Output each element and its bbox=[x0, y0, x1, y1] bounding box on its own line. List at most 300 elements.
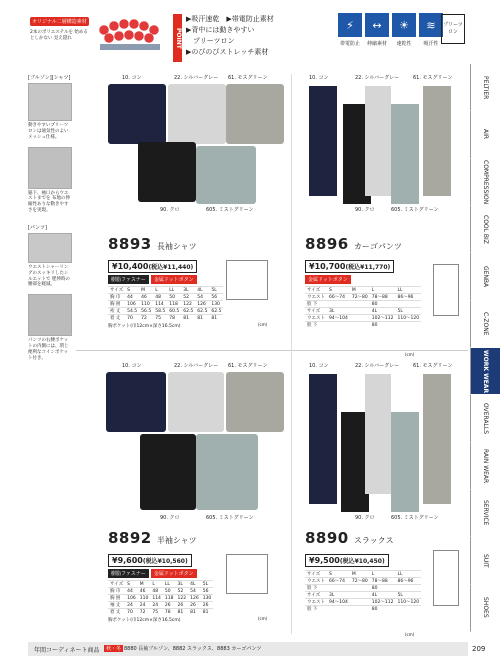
table-cell: 72〜80 bbox=[351, 295, 368, 300]
spec-tag: 金属ドットボタン bbox=[151, 569, 197, 578]
product-8890 bbox=[295, 362, 467, 637]
note-text: 脇下、袖口からウエストまでを 布地の伸縮性ありな動きやすさを実現。 bbox=[28, 190, 70, 214]
table-cell: 26 bbox=[201, 602, 214, 609]
table-cell: 81 bbox=[201, 609, 214, 616]
table-cell: 80 bbox=[370, 585, 396, 592]
table-cell bbox=[395, 322, 421, 329]
product-name: 半袖シャツ bbox=[156, 536, 197, 545]
table-cell: 56 bbox=[209, 294, 223, 301]
table-cell: 62.5 bbox=[197, 308, 208, 314]
table-cell: M bbox=[138, 581, 151, 588]
table-cell: LL bbox=[395, 571, 421, 578]
table-cell: 72〜80 bbox=[351, 579, 368, 584]
pants-silver bbox=[365, 374, 391, 494]
sweat-absorb-icon: ≋ bbox=[419, 13, 443, 37]
table-row bbox=[305, 322, 421, 329]
product-name: 長袖シャツ bbox=[156, 242, 197, 251]
shirt-mist bbox=[196, 146, 256, 204]
table-cell: L bbox=[370, 287, 396, 294]
color-name: 61. モスグリーン bbox=[228, 75, 268, 81]
table-row bbox=[108, 602, 213, 609]
icon-label: 速乾性 bbox=[396, 41, 412, 47]
table-row bbox=[305, 599, 421, 606]
table-cell: 56 bbox=[201, 588, 214, 595]
table-cell: 70 bbox=[125, 315, 139, 322]
table-cell: 3L bbox=[327, 308, 350, 315]
table-cell: LL bbox=[163, 581, 176, 588]
size-table bbox=[305, 286, 421, 328]
table-row bbox=[305, 308, 421, 315]
category-side-tabs bbox=[470, 64, 500, 632]
table-cell bbox=[395, 301, 421, 308]
table-cell: 130 bbox=[202, 595, 212, 601]
note-text: ウエストシャーリングのスッキリしたシルエットで 肥伸時の腰部を軽減。 bbox=[28, 264, 70, 288]
table-cell: 126 bbox=[195, 301, 209, 308]
table-cell bbox=[350, 599, 370, 606]
note-label: [ブルゾン][シャツ] bbox=[28, 75, 71, 81]
table-cell: LL bbox=[395, 287, 421, 294]
table-row bbox=[108, 581, 213, 588]
table-cell: 26 bbox=[163, 602, 176, 609]
price-tax: (税込¥10,560) bbox=[142, 558, 188, 565]
table-cell: ウエスト bbox=[307, 295, 325, 300]
table-cell bbox=[350, 606, 370, 613]
table-cell bbox=[395, 585, 421, 592]
price-tax: (税込¥11,770) bbox=[345, 264, 391, 271]
table-cell: 胸 巾 bbox=[108, 588, 125, 595]
table-cell: 118 bbox=[164, 595, 174, 601]
table-cell: 110 bbox=[139, 301, 153, 308]
color-name: 605. ミストグリーン bbox=[391, 515, 439, 521]
table-cell: 24 bbox=[125, 602, 138, 609]
detail-notes bbox=[28, 74, 72, 362]
table-cell: 75 bbox=[150, 609, 163, 616]
table-cell: 72 bbox=[139, 315, 153, 322]
logo-text: プリーツロン bbox=[443, 22, 463, 35]
table-cell: 78〜88 bbox=[370, 578, 396, 585]
table-cell: 46 bbox=[139, 294, 153, 301]
table-cell: 胸 囲 bbox=[108, 301, 125, 308]
pants-diagram bbox=[433, 264, 459, 316]
table-cell: 5L bbox=[201, 581, 214, 588]
shirt-navy bbox=[108, 84, 166, 144]
color-name: 10. コン bbox=[309, 363, 329, 369]
shirt-silver bbox=[168, 372, 224, 432]
pants-navy bbox=[309, 86, 337, 196]
price-tax: (税込¥11,440) bbox=[148, 264, 194, 271]
table-row bbox=[305, 294, 421, 301]
price-value: ¥9,600 bbox=[112, 556, 143, 565]
pants-mist bbox=[391, 104, 419, 204]
pants-silver bbox=[365, 86, 391, 196]
table-cell bbox=[327, 585, 350, 592]
spec-tag: 金属ドットボタン bbox=[151, 275, 197, 284]
table-cell: 24 bbox=[138, 602, 151, 609]
tab-suit[interactable]: SUIT bbox=[470, 537, 500, 584]
table-cell: 102〜112 bbox=[371, 600, 394, 605]
color-name: 90. クロ bbox=[355, 515, 375, 521]
table-cell: サイズ bbox=[110, 582, 124, 587]
table-cell bbox=[395, 606, 421, 613]
table-cell: サイズ bbox=[305, 287, 327, 294]
table-cell: 股 下 bbox=[305, 301, 327, 308]
product-code: 8893 bbox=[108, 235, 152, 253]
table-cell: 110〜120 bbox=[397, 600, 420, 605]
table-row bbox=[108, 609, 213, 616]
table-cell: サイズ bbox=[110, 288, 124, 293]
table-cell: 3L bbox=[181, 287, 195, 294]
table-cell: 118 bbox=[167, 301, 181, 308]
product-price bbox=[305, 554, 389, 567]
price-tax: (税込¥10,450) bbox=[339, 558, 385, 565]
table-row bbox=[305, 301, 421, 308]
color-name: 90. クロ bbox=[160, 207, 180, 213]
table-cell: 52 bbox=[176, 588, 189, 595]
product-info bbox=[305, 528, 465, 637]
product-8896 bbox=[295, 74, 467, 357]
table-cell: 110 bbox=[139, 595, 149, 601]
table-cell: 26 bbox=[176, 602, 189, 609]
tab-rain-wear[interactable]: RAIN WEAR bbox=[470, 443, 500, 490]
table-cell: 106 bbox=[127, 595, 136, 601]
table-cell: 4L bbox=[370, 592, 396, 599]
pleatslon-logo bbox=[441, 14, 465, 44]
table-cell: 126 bbox=[190, 595, 199, 601]
table-row bbox=[305, 585, 421, 592]
tab-peltier[interactable]: PELTIER bbox=[470, 64, 500, 111]
color-name: 10. コン bbox=[122, 75, 142, 81]
table-row bbox=[305, 287, 421, 294]
table-cell: 86〜96 bbox=[395, 578, 421, 585]
table-cell: 80 bbox=[370, 301, 396, 308]
color-name: 22. シルバーグレー bbox=[355, 363, 400, 369]
shirt-moss bbox=[226, 372, 284, 432]
unit-label: (cm) bbox=[405, 352, 415, 357]
season-chip: 秋・冬 bbox=[106, 646, 122, 652]
table-cell: ウエスト bbox=[307, 579, 325, 584]
table-cell: 66〜74 bbox=[327, 578, 350, 585]
table-cell: M bbox=[350, 571, 370, 578]
table-cell: 54 bbox=[188, 588, 201, 595]
table-cell bbox=[350, 322, 370, 329]
table-cell: 122 bbox=[181, 301, 195, 308]
table-cell: S bbox=[125, 287, 139, 294]
divider bbox=[291, 74, 292, 634]
table-cell: 110〜120 bbox=[397, 316, 420, 321]
table-cell: 122 bbox=[177, 595, 187, 601]
table-cell: S bbox=[327, 287, 350, 294]
tab-shoes[interactable]: SHOES bbox=[470, 585, 500, 632]
product-code: 8890 bbox=[305, 529, 349, 547]
fabric-badge-title: オリジナル二層構造素材 bbox=[32, 19, 87, 25]
table-cell: 3L bbox=[327, 592, 350, 599]
feature-point: ▶背中には動きやすい bbox=[186, 26, 255, 34]
table-cell: 72 bbox=[138, 609, 151, 616]
table-cell: 50 bbox=[167, 294, 181, 301]
table-cell: 54 bbox=[195, 294, 209, 301]
table-cell: 80 bbox=[370, 606, 396, 613]
unit-label: (cm) bbox=[258, 616, 268, 621]
table-cell: 130 bbox=[209, 301, 223, 308]
table-cell: 78 bbox=[167, 315, 181, 322]
table-cell bbox=[350, 592, 370, 599]
table-cell: 26 bbox=[188, 602, 201, 609]
table-cell: ウエスト bbox=[307, 316, 325, 321]
table-row bbox=[108, 308, 223, 315]
pants-moss bbox=[423, 86, 451, 196]
shirt-diagram bbox=[226, 260, 268, 300]
fabric-illustration bbox=[94, 10, 166, 54]
table-cell: 股 下 bbox=[305, 585, 327, 592]
pants-mist bbox=[391, 412, 419, 512]
table-cell: 股 下 bbox=[305, 322, 327, 329]
table-cell: 5L bbox=[395, 308, 421, 315]
fabric-badge bbox=[30, 8, 90, 56]
table-cell: サイズ bbox=[305, 592, 327, 599]
feature-point: プリーツロン bbox=[186, 37, 235, 45]
size-table bbox=[108, 580, 213, 615]
page-number: 209 bbox=[472, 645, 486, 653]
pants-navy bbox=[309, 374, 337, 504]
spec-tag: 樹脂ファスナー bbox=[108, 569, 149, 578]
table-cell bbox=[327, 322, 350, 329]
feature-icons bbox=[338, 13, 443, 37]
tab-cool-biz[interactable]: COOL BIZ bbox=[470, 206, 500, 253]
divider bbox=[76, 350, 468, 351]
table-cell: 股 下 bbox=[305, 606, 327, 613]
product-code: 8892 bbox=[108, 529, 152, 547]
unit-label: (cm) bbox=[258, 322, 268, 327]
spec-tag: 樹脂ファスナー bbox=[108, 275, 149, 284]
point-tag: POINT bbox=[173, 14, 182, 62]
table-cell: M bbox=[350, 287, 370, 294]
product-info bbox=[108, 528, 286, 623]
table-cell: 44 bbox=[125, 294, 139, 301]
table-cell: 81 bbox=[188, 609, 201, 616]
table-cell: 48 bbox=[153, 294, 167, 301]
table-row bbox=[305, 592, 421, 599]
table-cell: 81 bbox=[195, 315, 209, 322]
table-row bbox=[108, 315, 223, 322]
table-cell bbox=[350, 308, 370, 315]
table-cell: 52 bbox=[181, 294, 195, 301]
feature-points bbox=[186, 14, 274, 58]
table-cell: 58.5 bbox=[155, 308, 166, 314]
price-value: ¥10,700 bbox=[309, 262, 346, 271]
table-cell: 81 bbox=[176, 609, 189, 616]
tab-genba[interactable]: GENBA bbox=[470, 253, 500, 300]
color-name: 10. コン bbox=[309, 75, 329, 81]
table-cell: LL bbox=[167, 287, 181, 294]
unit-label: (cm) bbox=[405, 632, 415, 637]
color-name: 61. モスグリーン bbox=[413, 363, 453, 369]
table-cell: 胸 囲 bbox=[108, 595, 125, 602]
table-cell: 78 bbox=[163, 609, 176, 616]
table-cell: M bbox=[139, 287, 153, 294]
detail-photo bbox=[28, 83, 72, 121]
tab-air[interactable]: AIR bbox=[470, 111, 500, 158]
detail-photo bbox=[28, 233, 72, 263]
tab-compression[interactable]: COMPRESSION bbox=[470, 159, 500, 206]
table-cell: 46 bbox=[138, 588, 151, 595]
icon-label: 伸縮素材 bbox=[366, 41, 387, 47]
stretch-icon: ↔ bbox=[365, 13, 389, 37]
table-cell bbox=[350, 315, 370, 322]
table-row bbox=[108, 294, 223, 301]
table-cell: ウエスト bbox=[307, 600, 325, 605]
table-cell: 4L bbox=[188, 581, 201, 588]
table-row bbox=[108, 287, 223, 294]
footer-label: 年間コーディネート商品 bbox=[34, 647, 100, 654]
pocket-note: 胸ポケット(巾12cm×深さ16.5cm) bbox=[108, 324, 181, 329]
size-table bbox=[305, 570, 421, 612]
tab-c-zone[interactable]: C-ZONE bbox=[470, 301, 500, 348]
tab-service[interactable]: SERVICE bbox=[470, 490, 500, 537]
table-cell: 裄 丈 bbox=[108, 308, 125, 315]
table-cell: 114 bbox=[152, 595, 161, 601]
icon-label: 帯電防止 bbox=[339, 41, 360, 47]
color-name: 90. クロ bbox=[355, 207, 375, 213]
table-cell: 50 bbox=[163, 588, 176, 595]
tab-overalls[interactable]: OVERALLS bbox=[470, 395, 500, 442]
pants-moss bbox=[423, 374, 451, 504]
product-info bbox=[108, 234, 286, 329]
product-code: 8896 bbox=[305, 235, 349, 253]
color-name: 605. ミストグリーン bbox=[391, 207, 439, 213]
table-cell: 114 bbox=[153, 301, 167, 308]
color-name: 22. シルバーグレー bbox=[174, 363, 219, 369]
product-price bbox=[108, 260, 197, 273]
table-cell: S bbox=[125, 581, 138, 588]
product-price bbox=[108, 554, 192, 567]
shirt-black bbox=[140, 434, 196, 510]
table-cell: 70 bbox=[125, 609, 138, 616]
table-row bbox=[108, 595, 213, 602]
table-cell: 86〜96 bbox=[395, 294, 421, 301]
table-cell: 94〜104 bbox=[329, 600, 348, 605]
table-cell: 102〜112 bbox=[371, 316, 394, 321]
table-cell: 60.5 bbox=[169, 308, 180, 314]
product-price bbox=[305, 260, 394, 273]
shirt-moss bbox=[226, 84, 284, 144]
table-cell: 3L bbox=[176, 581, 189, 588]
table-cell: 78〜88 bbox=[370, 294, 396, 301]
shirt-silver bbox=[168, 84, 226, 144]
table-cell: 81 bbox=[209, 315, 223, 322]
price-value: ¥9,500 bbox=[309, 556, 340, 565]
size-table bbox=[108, 286, 223, 321]
note-text: 動きやすいプリーツロンは通気性のよいメッシュ仕様。 bbox=[28, 123, 69, 140]
tab-work-wear[interactable]: WORK WEAR bbox=[470, 348, 500, 395]
table-cell: 54.5 bbox=[127, 308, 138, 314]
color-name: 10. コン bbox=[122, 363, 142, 369]
feature-point: ▶吸汗速乾 ▶帯電防止素材 bbox=[186, 15, 274, 23]
color-name: 61. モスグリーン bbox=[413, 75, 453, 81]
table-cell: 24 bbox=[150, 602, 163, 609]
shirt-diagram bbox=[226, 554, 268, 594]
product-name: スラックス bbox=[353, 536, 394, 545]
product-info bbox=[305, 234, 465, 357]
table-cell: L bbox=[150, 581, 163, 588]
table-cell: 5L bbox=[209, 287, 223, 294]
table-cell: 袖 丈 bbox=[108, 602, 125, 609]
table-cell: 48 bbox=[150, 588, 163, 595]
table-cell: 62.5 bbox=[183, 308, 194, 314]
table-cell: 94〜104 bbox=[329, 316, 348, 321]
table-cell: 着 丈 bbox=[108, 609, 125, 616]
table-cell: 106 bbox=[125, 301, 139, 308]
header-section bbox=[0, 0, 468, 62]
table-cell: 着 丈 bbox=[108, 315, 125, 322]
product-8892 bbox=[78, 362, 286, 634]
table-cell: 4L bbox=[195, 287, 209, 294]
price-value: ¥10,400 bbox=[112, 262, 149, 271]
feature-point: ▶のびのびストレッチ素材 bbox=[186, 48, 269, 56]
table-cell bbox=[350, 585, 370, 592]
table-cell: 56.5 bbox=[141, 308, 152, 314]
quick-dry-icon: ☀ bbox=[392, 13, 416, 37]
pants-diagram bbox=[433, 550, 459, 606]
shirt-navy bbox=[106, 372, 166, 432]
color-name: 22. シルバーグレー bbox=[174, 75, 219, 81]
table-row bbox=[108, 588, 213, 595]
table-cell bbox=[350, 301, 370, 308]
fabric-badge-text: 2本のポリエステルを 始めるとしかない 見え隠れ bbox=[30, 30, 88, 41]
table-cell: 44 bbox=[125, 588, 138, 595]
table-row bbox=[305, 571, 421, 578]
table-cell bbox=[327, 606, 350, 613]
table-cell: 5L bbox=[395, 592, 421, 599]
table-cell: 75 bbox=[153, 315, 167, 322]
coordinate-items: 8880 長袖ブルゾン、8882 スラックス、8883 カーゴパンツ bbox=[124, 646, 262, 652]
table-cell: サイズ bbox=[305, 308, 327, 315]
antistatic-icon: ⚡ bbox=[338, 13, 362, 37]
table-cell: 4L bbox=[370, 308, 396, 315]
table-cell: L bbox=[370, 571, 396, 578]
color-name: 605. ミストグリーン bbox=[206, 207, 254, 213]
shirt-black bbox=[138, 142, 196, 202]
shirt-mist bbox=[196, 434, 258, 510]
product-name: カーゴパンツ bbox=[353, 242, 402, 251]
color-name: 61. モスグリーン bbox=[228, 363, 268, 369]
table-row bbox=[305, 578, 421, 585]
table-row bbox=[108, 301, 223, 308]
table-cell: 80 bbox=[370, 322, 396, 329]
table-cell: L bbox=[153, 287, 167, 294]
detail-photo bbox=[28, 294, 72, 336]
spec-tag: 金属ドットボタン bbox=[305, 275, 351, 284]
table-cell: サイズ bbox=[305, 571, 327, 578]
table-cell: S bbox=[327, 571, 350, 578]
color-name: 90. クロ bbox=[160, 515, 180, 521]
note-text: パンツの右腰ポケットの内側には、閉じ便利なコインポケット付き。 bbox=[28, 338, 69, 361]
pocket-note: 胸ポケット(巾12cm×深さ16.5cm) bbox=[108, 618, 181, 623]
color-name: 22. シルバーグレー bbox=[355, 75, 400, 81]
table-cell: 81 bbox=[181, 315, 195, 322]
table-cell: 胸 巾 bbox=[108, 294, 125, 301]
color-name: 605. ミストグリーン bbox=[206, 515, 254, 521]
table-cell: 66〜74 bbox=[327, 294, 350, 301]
table-cell: 62.5 bbox=[211, 308, 222, 314]
table-row bbox=[305, 606, 421, 613]
table-cell bbox=[327, 301, 350, 308]
table-row bbox=[305, 315, 421, 322]
detail-photo bbox=[28, 147, 72, 189]
product-8893 bbox=[78, 74, 286, 338]
footer bbox=[0, 636, 500, 666]
note-label: [パンツ] bbox=[28, 224, 47, 231]
icon-label: 吸汗性 bbox=[423, 41, 439, 47]
